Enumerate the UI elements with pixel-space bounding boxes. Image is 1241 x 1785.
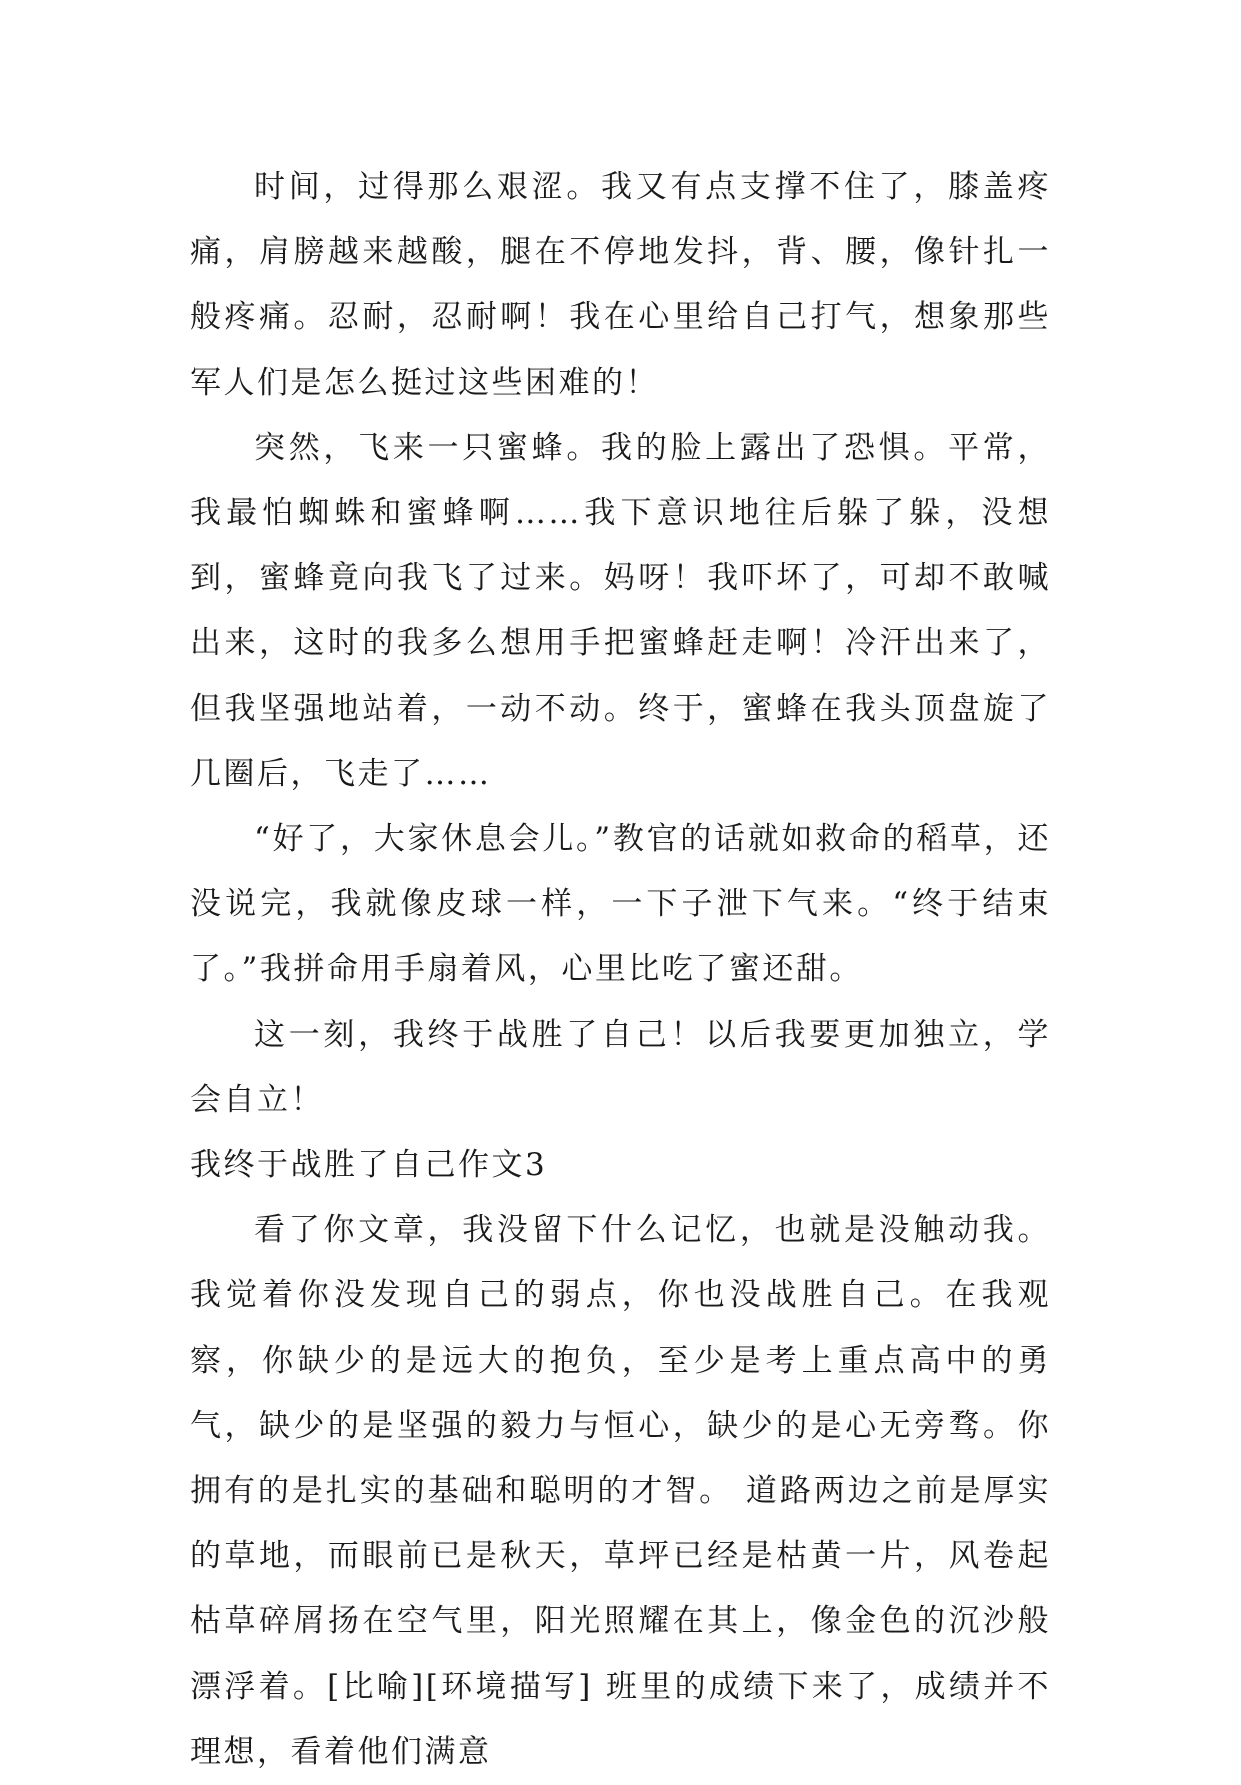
paragraph: 这一刻，我终于战胜了自己！以后我要更加独立，学会自立！ xyxy=(190,1016,1051,1118)
paragraph: 突然，飞来一只蜜蜂。我的脸上露出了恐惧。平常，我最怕蜘蛛和蜜蜂啊……我下意识地往后躲了躲，没想到，蜜蜂竟向我飞了过来。妈呀！我吓坏了，可却不敢喊出来，这时的我多么想用手把蜜蜂赶走啊！冷汗出来了，但我坚强地站着，一动不动。终于，蜜蜂在我头顶盘旋了几圈后，飞走了…… xyxy=(190,429,1051,792)
paragraph: 时间，过得那么艰涩。我又有点支撑不住了，膝盖疼痛，肩膀越来越酸，腿在不停地发抖，背、腰，像针扎一般疼痛。忍耐，忍耐啊！我在心里给自己打气，想象那些军人们是怎么挺过这些困难的！ xyxy=(190,169,1051,401)
document-body xyxy=(190,155,1051,1785)
paragraph: 看了你文章，我没留下什么记忆，也就是没触动我。我觉着你没发现自己的弱点，你也没战胜自己。在我观察，你缺少的是远大的抱负，至少是考上重点高中的勇气，缺少的是坚强的毅力与恒心，缺少的是心无旁骛。你拥有的是扎实的基础和聪明的才智。 道路两边之前是厚实的草地，而眼前已是秋天，草坪已经是枯黄一片，风卷起枯草碎屑扬在空气里，阳光照耀在其上，像金色的沉沙般漂浮着。[比喻][环境描写] 班里的成绩下来了，成绩并不理想，看着他们满意 xyxy=(190,1212,1051,1770)
paragraph: “好了，大家休息会儿。”教官的话就如救命的稻草，还没说完，我就像皮球一样，一下子泄下气来。“终于结束了。”我拼命用手扇着风，心里比吃了蜜还甜。 xyxy=(190,821,1051,988)
section-heading: 我终于战胜了自己作文3 xyxy=(190,1147,548,1184)
